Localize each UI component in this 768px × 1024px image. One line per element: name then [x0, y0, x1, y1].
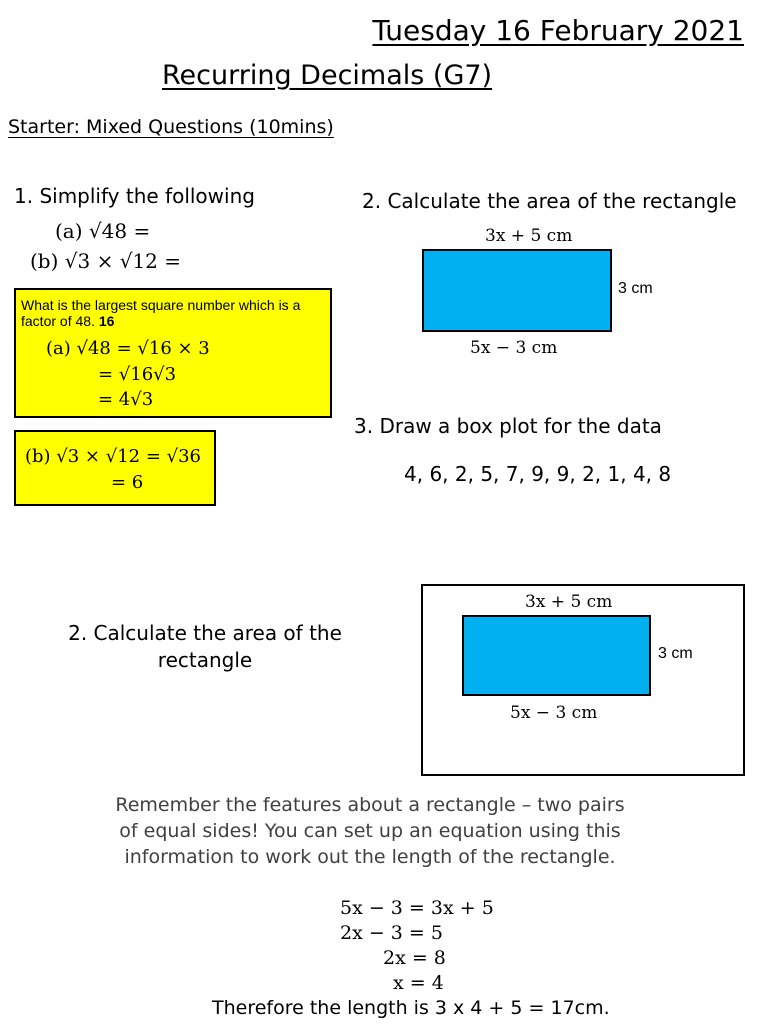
therefore-statement: Therefore the length is 3 x 4 + 5 = 17cm. — [212, 997, 610, 1019]
equation-2: 2x − 3 = 5 — [340, 922, 443, 944]
answer-a-line2: = √16√3 — [98, 364, 177, 385]
answer-box-b — [14, 430, 216, 506]
answer-b-line2: = 6 — [111, 472, 144, 493]
solution-prompt-line1: 2. Calculate the area of the — [68, 621, 342, 645]
answer-a-line1: (a) √48 = √16 × 3 — [46, 338, 210, 359]
solution-prompt — [40, 620, 370, 674]
q3-data: 4, 6, 2, 5, 7, 9, 9, 2, 1, 4, 8 — [404, 462, 672, 486]
solution-rectangle — [462, 615, 651, 696]
q1-prompt: 1. Simplify the following — [14, 184, 255, 208]
solution-top-label: 3x + 5 cm — [525, 592, 613, 612]
remember-note: Remember the features about a rectangle – two pairs of equal sides! You can set up an equation using this information to work out the length of the rectangle. — [115, 794, 625, 868]
solution-side-label: 3 cm — [658, 645, 693, 662]
starter-heading: Starter: Mixed Questions (10mins) — [8, 116, 334, 138]
q2-side-label: 3 cm — [618, 280, 653, 297]
hint-question: What is the largest square number which is a factor of 48. — [21, 297, 301, 329]
q2-top-label: 3x + 5 cm — [485, 226, 573, 246]
answer-box-a — [14, 288, 332, 418]
q3-prompt: 3. Draw a box plot for the data — [354, 414, 662, 438]
hint-text — [21, 297, 321, 329]
lesson-title: Recurring Decimals (G7) — [162, 60, 493, 91]
answer-a-line3: = 4√3 — [98, 389, 154, 410]
solution-prompt-line2: rectangle — [157, 648, 253, 672]
q2-bottom-label: 5x − 3 cm — [470, 338, 558, 358]
answer-b-line1: (b) √3 × √12 = √36 — [25, 446, 202, 467]
equation-4: x = 4 — [393, 972, 444, 994]
solution-bottom-label: 5x − 3 cm — [510, 703, 598, 723]
lesson-date: Tuesday 16 February 2021 — [372, 14, 744, 47]
q1-part-a: (a) √48 = — [55, 219, 151, 243]
hint-answer: 16 — [98, 313, 115, 329]
q1-part-b: (b) √3 × √12 = — [30, 249, 182, 273]
q2-rectangle — [422, 249, 612, 332]
q2-prompt: 2. Calculate the area of the rectangle — [362, 189, 737, 213]
equation-3: 2x = 8 — [383, 947, 446, 969]
equation-1: 5x − 3 = 3x + 5 — [340, 897, 494, 919]
